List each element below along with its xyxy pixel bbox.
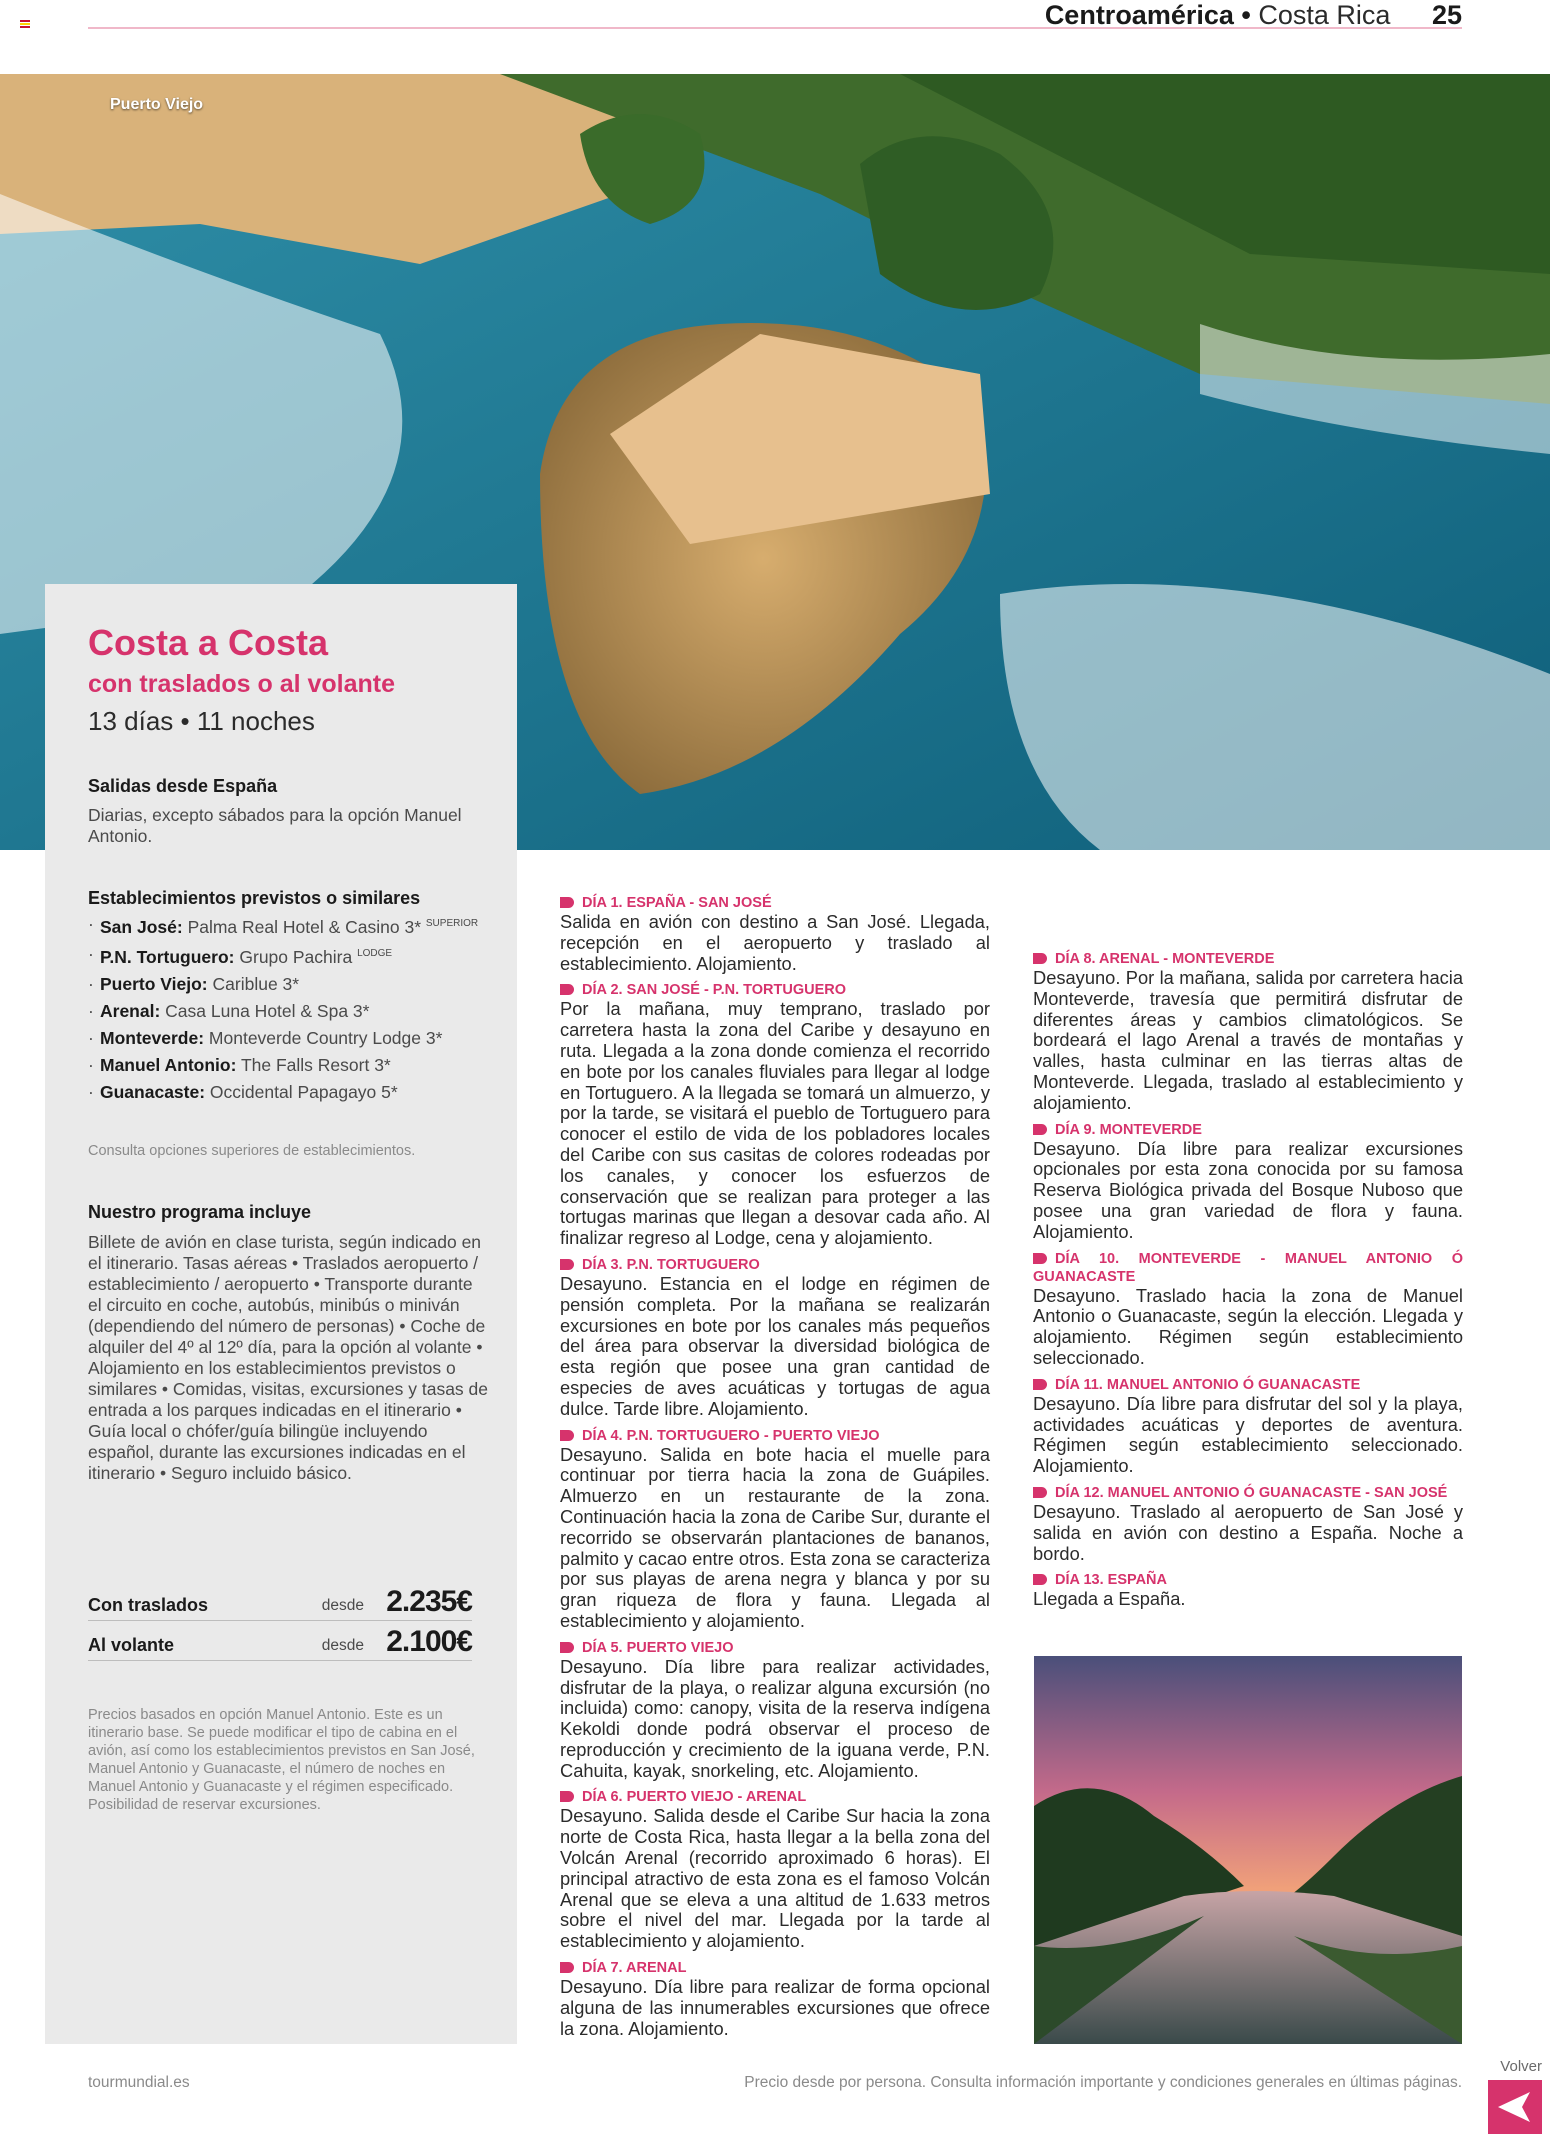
day-tag-icon [1033, 1253, 1047, 1264]
day-title: DÍA 1. ESPAÑA - SAN JOSÉ [582, 895, 772, 911]
itinerary-column-2 [1033, 946, 1463, 1617]
day-text: Desayuno. Día libre para realizar excursiones opcionales por esta zona conocida por su famosa Reserva Biológica privada del Bosque Nuboso que posee una gran variedad de flora y fauna. Alojamiento. [1033, 1137, 1463, 1242]
hotel-name: Monteverde Country Lodge 3* [208, 1027, 443, 1048]
hotel-item [88, 1028, 508, 1048]
itinerary-day [560, 1427, 990, 1632]
day-heading [560, 1427, 990, 1445]
day-heading [560, 1639, 990, 1657]
day-title: DÍA 13. ESPAÑA [1055, 1572, 1167, 1589]
day-text: Desayuno. Estancia en el lodge en régimen de pensión completa. Por la mañana se realizarán excursiones en bote por los canales más pequeños del área para observar la diversidad biológica de esta región que posee una gran cantidad de especies de aves acuáticas y tortugas de agua dulce. Tarde libre. Alojamiento. [560, 1272, 990, 1419]
itinerary-day [560, 981, 990, 1249]
day-tag-icon [560, 897, 574, 908]
itinerary-day [560, 1256, 990, 1420]
itinerary-day [560, 1639, 990, 1782]
trip-title: Costa a Costa [88, 622, 329, 663]
hero-caption: Puerto Viejo [110, 96, 204, 113]
day-title: DÍA 7. ARENAL [582, 1960, 687, 1977]
day-text: Desayuno. Salida en bote hacia el muelle para continuar por tierra hacia la zona de Guápiles. Almuerzo en un restaurante de la zona. Continuación hacia la zona de Caribe Sur, durante el recorrido se observarán plantaciones de bananos, palmito y cacao entre otros. Esta zona se caracteriza por sus playas de arena negra y blanca y por su gran riqueza de flora y fauna. Llegada al establecimiento y alojamiento. [560, 1443, 990, 1631]
day-heading [1033, 950, 1463, 968]
hotel-place: Puerto Viejo: [100, 973, 208, 994]
day-tag-icon [1033, 953, 1047, 964]
page-header [1044, 0, 1462, 30]
trip-subtitle: con traslados o al volante [88, 670, 396, 698]
price-note: Precios basados en opción Manuel Antonio. Este es un itinerario base. Se puede modificar el tipo de cabina en el avión, así como los establecimientos previstos en San José, Manuel Antonio y Guanacaste, el número de noches en Manuel Antonio y Guanacaste y el régimen especificado. Posibilidad de reservar excursiones. [88, 1707, 475, 1813]
departures-text: Diarias, excepto sábados para la opción Manuel Antonio. [88, 805, 462, 846]
river-sunset-photo [1034, 1656, 1462, 2044]
itinerary-day [1033, 1484, 1463, 1564]
hotel-name: Casa Luna Hotel & Spa 3* [165, 1000, 370, 1021]
day-title: DÍA 5. PUERTO VIEJO [582, 1639, 734, 1656]
day-title: DÍA 11. MANUEL ANTONIO Ó GUANACASTE [1055, 1376, 1361, 1393]
price-from: desde [321, 1637, 364, 1654]
hotel-place: Guanacaste: [100, 1081, 206, 1102]
back-label[interactable]: Volver [1500, 2058, 1542, 2075]
hotel-item [88, 1082, 508, 1102]
day-heading [560, 1256, 990, 1274]
hotel-name: Cariblue 3* [212, 973, 300, 994]
day-tag-icon [560, 1791, 574, 1802]
back-arrow-icon [1498, 2092, 1532, 2122]
itinerary-day [1033, 1250, 1463, 1369]
day-text: Desayuno. Día libre para realizar de forma opcional alguna de las innumerables excursiones que ofrece la zona. Alojamiento. [560, 1976, 990, 2039]
itinerary-day [560, 1788, 990, 1952]
footer-disclaimer: Precio desde por persona. Consulta información importante y condiciones generales en últimas páginas. [744, 2074, 1462, 2091]
day-heading [560, 894, 990, 912]
hotel-name: The Falls Resort 3* [240, 1054, 391, 1075]
day-title: DÍA 2. SAN JOSÉ - P.N. TORTUGUERO [582, 982, 847, 999]
hotel-name: Palma Real Hotel & Casino 3* [187, 916, 422, 937]
day-tag-icon [560, 1642, 574, 1653]
day-title: DÍA 4. P.N. TORTUGUERO - PUERTO VIEJO [582, 1427, 880, 1444]
hotels-list [88, 914, 508, 1109]
hotel-item [88, 1055, 508, 1075]
hotel-category: SUPERIOR [425, 918, 479, 929]
hotel-item [88, 974, 508, 994]
itinerary-day [1033, 1376, 1463, 1477]
day-title: DÍA 10. MONTEVERDE - MANUEL ANTONIO Ó GUANACASTE [1033, 1250, 1463, 1285]
departures-title: Salidas desde España [88, 776, 278, 796]
itinerary-day [560, 894, 990, 974]
day-text: Desayuno. Salida desde el Caribe Sur hacia la zona norte de Costa Rica, hasta llegar a la bella zona del Volcán Arenal (recorrido aproximado 6 horas). El principal atractivo de esta zona es el famoso Volcán Arenal que se eleva a una altitud de 1.633 metros sobre el nivel del mar. Llegada por la tarde al establecimiento y alojamiento. [560, 1805, 990, 1952]
includes-title: Nuestro programa incluye [88, 1202, 312, 1222]
day-heading [1033, 1571, 1463, 1589]
hotel-item [88, 914, 508, 937]
day-text: Desayuno. Traslado al aeropuerto de San José y salida en avión con destino a España. Noche a bordo. [1033, 1500, 1463, 1564]
day-tag-icon [560, 1430, 574, 1441]
day-title: DÍA 8. ARENAL - MONTEVERDE [1055, 951, 1275, 967]
price-row-driving [88, 1624, 472, 1661]
day-text: Desayuno. Por la mañana, salida por carretera hacia Monteverde, travesía que permitirá disfrutar de diferentes áreas y cambios climatológicos. Se bordeará el lago Arenal a través de montañas y valles, hasta culminar en las tierras altas de Monteverde. Llegada, traslado al establecimiento y alojamiento. [1033, 967, 1463, 1113]
day-tag-icon [1033, 1487, 1047, 1498]
day-text: Salida en avión con destino a San José. Llegada, recepción en el aeropuerto y traslado al establecimiento. Alojamiento. [560, 911, 990, 974]
day-tag-icon [560, 984, 574, 995]
price-amount: 2.235€ [386, 1585, 472, 1618]
day-tag-icon [1033, 1379, 1047, 1390]
price-label: Al volante [88, 1635, 175, 1655]
hotels-note: Consulta opciones superiores de establecimientos. [88, 1143, 416, 1159]
price-from: desde [321, 1597, 364, 1614]
hotel-item [88, 944, 508, 967]
day-text: Llegada a España. [1033, 1588, 1186, 1610]
page-number: 25 [1431, 0, 1462, 30]
hotel-name: Grupo Pachira [239, 946, 353, 967]
flag-icon [20, 20, 30, 27]
itinerary-day [1033, 1121, 1463, 1243]
itinerary-column-1 [560, 890, 990, 2046]
day-title: DÍA 6. PUERTO VIEJO - ARENAL [582, 1789, 807, 1806]
trip-duration: 13 días • 11 noches [88, 706, 315, 736]
day-heading [1033, 1121, 1463, 1139]
itinerary-day [1033, 1571, 1463, 1610]
hotel-place: Monteverde: [100, 1027, 205, 1048]
hotel-category: LODGE [357, 947, 393, 959]
hotel-place: P.N. Tortuguero: [100, 946, 235, 967]
header-separator: • [1241, 0, 1251, 30]
day-title: DÍA 9. MONTEVERDE [1055, 1121, 1202, 1138]
price-row-transfers [88, 1584, 472, 1621]
footer-website[interactable]: tourmundial.es [88, 2074, 190, 2091]
day-heading [1033, 1376, 1463, 1394]
day-heading [560, 1788, 990, 1806]
includes-text: Billete de avión en clase turista, según indicado en el itinerario. Tasas aéreas • Traslados aeropuerto / establecimiento / aeropuerto • Transporte durante el circuito en coche, autobús, minibús o miniván (dependiendo del número de personas) • Coche de alquiler del 4º al 12º día, para la opción al volante • Alojamiento en los establecimientos previstos o similares • Comidas, visitas, excursiones y tasas de entrada a los parques indicadas en el itinerario • Guía local o chófer/guía bilingüe incluyendo español, durante las excursiones indicadas en el itinerario • Seguro incluido básico. [88, 1232, 489, 1483]
hotel-name: Occidental Papagayo 5* [209, 1081, 398, 1102]
back-button[interactable] [1488, 2080, 1542, 2134]
day-tag-icon [560, 1962, 574, 1973]
hotel-place: Manuel Antonio: [100, 1054, 237, 1075]
hotel-place: San José: [100, 916, 183, 937]
day-title: DÍA 12. MANUEL ANTONIO Ó GUANACASTE - SAN JOSÉ [1055, 1484, 1448, 1501]
itinerary-day [1033, 950, 1463, 1114]
day-heading [1033, 1484, 1463, 1502]
day-text: Desayuno. Traslado hacia la zona de Manuel Antonio o Guanacaste, según la elección. Llegada y alojamiento. Régimen según establecimiento seleccionado. [1033, 1284, 1463, 1368]
day-text: Desayuno. Día libre para realizar actividades, disfrutar de la playa, o realizar alguna excursión (no incluida) como: canopy, visita de la reserva indígena Kekoldi donde podrá observar el proceso de reproducción y crecimiento de la iguana verde, P.N. Cahuita, kayak, snorkeling, etc. Alojamiento. [560, 1655, 990, 1781]
hotels-title: Establecimientos previstos o similares [88, 888, 421, 908]
price-label: Con traslados [88, 1595, 209, 1615]
hotel-item [88, 1001, 508, 1021]
day-heading [1033, 1250, 1463, 1286]
itinerary-day [560, 1959, 990, 2039]
day-tag-icon [560, 1259, 574, 1270]
day-tag-icon [1033, 1574, 1047, 1585]
header-country: Costa Rica [1258, 0, 1391, 30]
hotel-place: Arenal: [100, 1000, 161, 1021]
day-tag-icon [1033, 1124, 1047, 1135]
day-text: Por la mañana, muy temprano, traslado por carretera hasta la zona del Caribe y desayuno en ruta. Llegada a la zona donde comienza el recorrido en bote por los canales fluviales para llegar al lodge en Tortuguero. A la llegada se tomará un almuerzo, y por la tarde, se visitará el pueblo de Tortuguero para conocer el estilo de vida de los pobladores locales del Caribe con sus casitas de colores rodeadas por los canales, y conocer los esfuerzos de conservación que se realizan para proteger a las tortugas marinas que llegan a desovar cada año. Al finalizar regreso al Lodge, cena y alojamiento. [560, 998, 990, 1249]
header-region: Centroamérica [1044, 0, 1234, 30]
river-illustration [1034, 1656, 1462, 2044]
price-amount: 2.100€ [386, 1625, 472, 1658]
day-title: DÍA 3. P.N. TORTUGUERO [582, 1256, 760, 1273]
day-heading [560, 981, 990, 999]
day-text: Desayuno. Día libre para disfrutar del sol y la playa, actividades acuáticas y deportes de aventura. Régimen según establecimiento seleccionado. Alojamiento. [1033, 1392, 1463, 1477]
day-heading [560, 1959, 990, 1977]
